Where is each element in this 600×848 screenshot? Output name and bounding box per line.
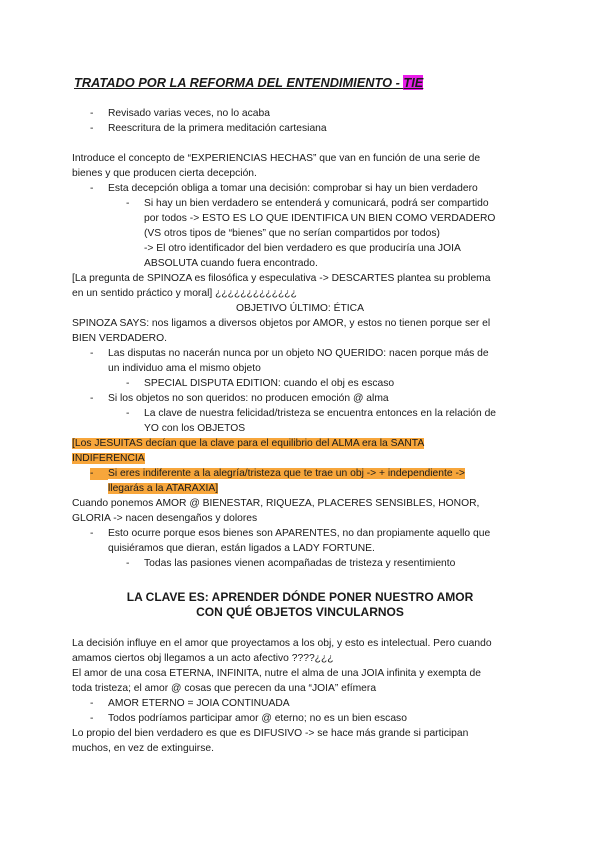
title-text: TRATADO POR LA REFORMA DEL ENTENDIMIENTO -: [74, 75, 404, 90]
paragraph-line: Introduce el concepto de “EXPERIENCIAS HECHAS” que van en función de una serie de: [72, 153, 481, 164]
clave-heading-line: CON QUÉ OBJETOS VINCULARNOS: [196, 605, 404, 619]
bullet-dash: -: [90, 698, 94, 709]
bullet-dash: -: [90, 108, 94, 119]
bullet-dash: -: [90, 713, 94, 724]
paragraph-line: SPINOZA SAYS: nos ligamos a diversos objetos por AMOR, y estos no tienen porque ser el: [72, 318, 491, 329]
paragraph-line: BIEN VERDADERO.: [72, 333, 167, 344]
list-item-continued: quisiéramos que dieran, están ligados a LADY FORTUNE.: [108, 543, 375, 554]
highlighted-line: llegarás a la ATARAXIA]: [108, 483, 219, 494]
paragraph-line: muchos, en vez de extinguirse.: [72, 743, 214, 754]
list-item: Las disputas no nacerán nunca por un objeto NO QUERIDO: nacen porque más de: [108, 348, 489, 359]
list-item: La clave de nuestra felicidad/tristeza se encuentra entonces en la relación de: [144, 408, 497, 419]
list-item: AMOR ETERNO = JOIA CONTINUADA: [108, 698, 290, 709]
highlighted-line: Si eres indiferente a la alegría/tristeza que te trae un obj -> + independiente ->: [108, 468, 465, 479]
bullet-dash: -: [90, 528, 94, 539]
list-item: Si hay un bien verdadero se entenderá y comunicará, podrá ser compartido: [144, 198, 489, 209]
paragraph-line: Cuando ponemos AMOR @ BIENESTAR, RIQUEZA, PLACERES SENSIBLES, HONOR,: [72, 498, 480, 509]
list-item: Esto ocurre porque esos bienes son APARENTES, no dan propiamente aquello que: [108, 528, 491, 539]
paragraph-line: Lo propio del bien verdadero es que es DIFUSIVO -> se hace más grande si participan: [72, 728, 469, 739]
list-item-continued: YO con los OBJETOS: [144, 423, 246, 434]
bullet-dash: -: [90, 393, 94, 404]
paragraph-line: [La pregunta de SPINOZA es filosófica y especulativa -> DESCARTES plantea su problema: [72, 273, 491, 284]
list-item: SPECIAL DISPUTA EDITION: cuando el obj es escaso: [144, 378, 395, 389]
page-title: [74, 75, 423, 90]
highlighted-line: [Los JESUITAS decían que la clave para el equilibrio del ALMA era la SANTA: [72, 438, 425, 449]
bullet-dash: -: [90, 348, 94, 359]
list-item-continued: ABSOLUTA cuando fuera encontrado.: [144, 258, 318, 269]
bullet-dash: -: [90, 183, 94, 194]
paragraph-line: amamos ciertos obj llegamos a un acto afectivo ????¿¿¿: [72, 653, 334, 664]
bullet-dash: -: [126, 198, 130, 209]
list-item: Si los objetos no son queridos: no producen emoción @ alma: [108, 393, 389, 404]
objetivo-heading: OBJETIVO ÚLTIMO: ÉTICA: [236, 303, 364, 314]
list-item: Todos podríamos participar amor @ eterno; no es un bien escaso: [108, 713, 407, 724]
clave-heading-line: LA CLAVE ES: APRENDER DÓNDE PONER NUESTRO AMOR: [126, 590, 474, 604]
list-item: Todas las pasiones vienen acompañadas de tristeza y resentimiento: [144, 558, 456, 569]
list-item: Revisado varias veces, no lo acaba: [108, 108, 270, 119]
list-item-continued: por todos -> ESTO ES LO QUE IDENTIFICA UN BIEN COMO VERDADERO: [144, 213, 496, 224]
bullet-dash: -: [126, 408, 130, 419]
list-item: Reescritura de la primera meditación cartesiana: [108, 123, 327, 134]
paragraph-line: bienes y que producen cierta decepción.: [72, 168, 257, 179]
bullet-dash: -: [90, 468, 108, 480]
paragraph-line: El amor de una cosa ETERNA, INFINITA, nutre el alma de una JOIA infinita y exempta de: [72, 668, 482, 679]
paragraph-line: toda tristeza; el amor @ cosas que perecen da una “JOIA” efímera: [72, 683, 377, 694]
bullet-dash: -: [90, 123, 94, 134]
paragraph-line: en un sentido práctico y moral] ¿¿¿¿¿¿¿¿¿¿¿¿¿: [72, 288, 297, 299]
bullet-dash: -: [126, 378, 130, 389]
list-item-continued: un individuo ama el mismo objeto: [108, 363, 261, 374]
list-item-continued: -> El otro identificador del bien verdadero es que produciría una JOIA: [144, 243, 461, 254]
highlighted-line: INDIFERENCIA: [72, 453, 145, 464]
title-tag: TIE: [403, 75, 424, 90]
paragraph-line: La decisión influye en el amor que proyectamos a los obj, y esto es intelectual. Pero cuando: [72, 638, 492, 649]
bullet-dash: -: [126, 558, 130, 569]
list-item-continued: (VS otros tipos de “bienes” que no serían compartidos por todos): [144, 228, 440, 239]
list-item: Esta decepción obliga a tomar una decisión: comprobar si hay un bien verdadero: [108, 183, 478, 194]
paragraph-line: GLORIA -> nacen desengaños y dolores: [72, 513, 258, 524]
